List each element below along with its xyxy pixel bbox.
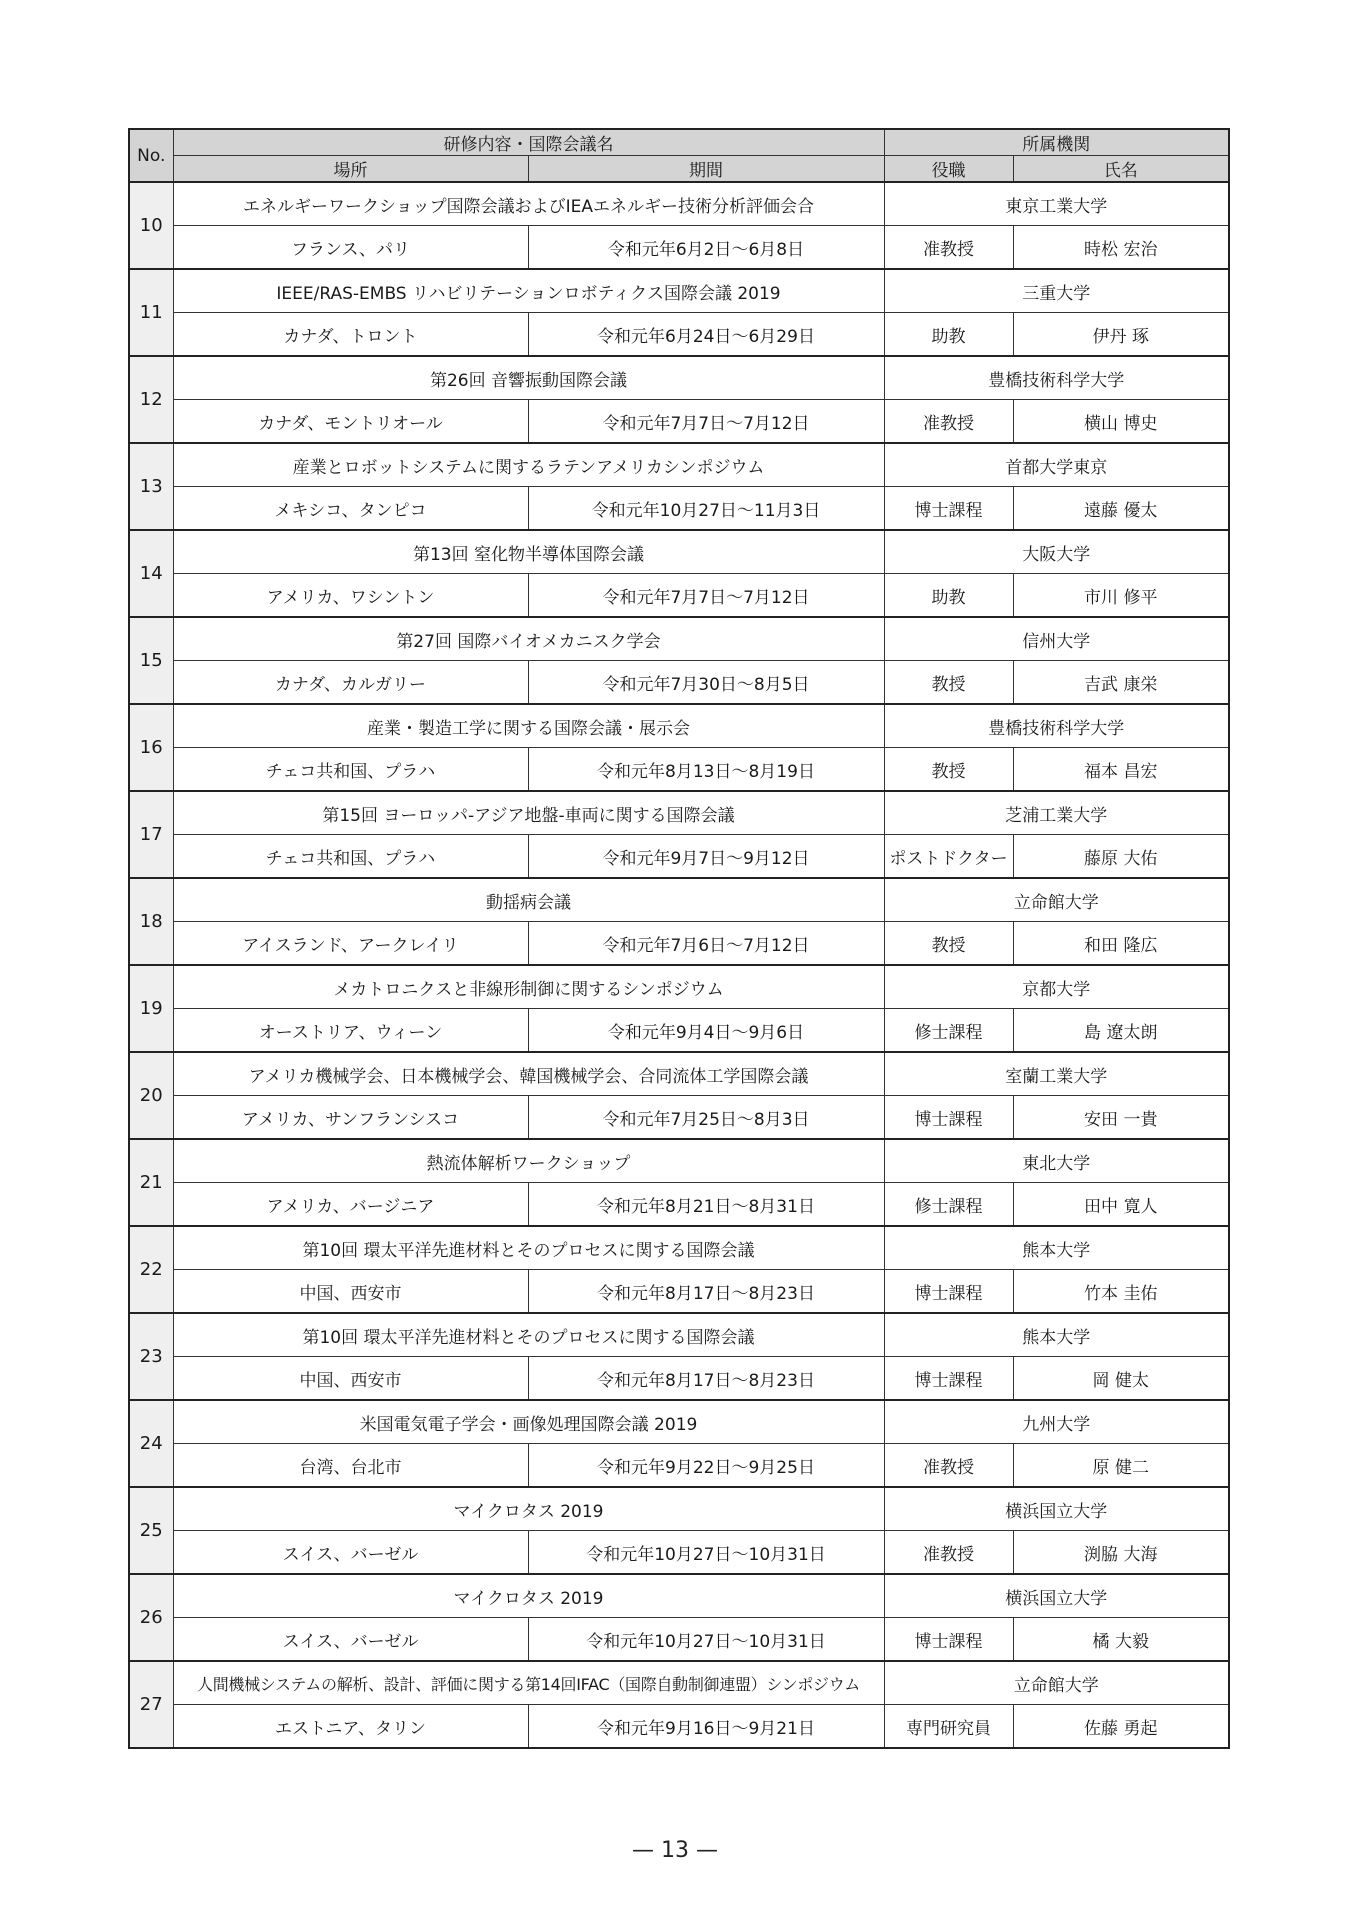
table-row-detail <box>129 400 1229 444</box>
place: アメリカ、ワシントン <box>173 574 528 618</box>
institution-name: 信州大学 <box>884 617 1229 661</box>
period: 令和元年6月24日～6月29日 <box>528 313 884 357</box>
table-row <box>129 1139 1229 1183</box>
table-row <box>129 1574 1229 1618</box>
conference-name: マイクロタス 2019 <box>173 1487 884 1531</box>
period: 令和元年9月4日～9月6日 <box>528 1009 884 1053</box>
row-number: 24 <box>129 1400 173 1487</box>
table-row <box>129 878 1229 922</box>
conference-name: 第26回 音響振動国際会議 <box>173 356 884 400</box>
row-number: 21 <box>129 1139 173 1226</box>
place: アイスランド、アークレイリ <box>173 922 528 966</box>
table-row-detail <box>129 1444 1229 1488</box>
header-affiliation: 所属機関 <box>884 129 1229 156</box>
person-name: 吉武 康栄 <box>1013 661 1229 705</box>
row-number: 19 <box>129 965 173 1052</box>
row-number: 26 <box>129 1574 173 1661</box>
table-row <box>129 356 1229 400</box>
table-row <box>129 1400 1229 1444</box>
institution-name: 立命館大学 <box>884 1661 1229 1705</box>
row-number: 22 <box>129 1226 173 1313</box>
table-row-detail <box>129 748 1229 792</box>
place: チェコ共和国、プラハ <box>173 835 528 879</box>
person-name: 横山 博史 <box>1013 400 1229 444</box>
institution-name: 横浜国立大学 <box>884 1574 1229 1618</box>
header-place: 場所 <box>173 156 528 183</box>
institution-name: 三重大学 <box>884 269 1229 313</box>
period: 令和元年7月25日～8月3日 <box>528 1096 884 1140</box>
place: スイス、バーゼル <box>173 1618 528 1662</box>
period: 令和元年8月13日～8月19日 <box>528 748 884 792</box>
table-row-detail <box>129 835 1229 879</box>
place: カナダ、モントリオール <box>173 400 528 444</box>
institution-name: 豊橋技術科学大学 <box>884 704 1229 748</box>
institution-name: 横浜国立大学 <box>884 1487 1229 1531</box>
person-name: 渕脇 大海 <box>1013 1531 1229 1575</box>
person-name: 藤原 大佑 <box>1013 835 1229 879</box>
table-row-detail <box>129 1009 1229 1053</box>
position: 博士課程 <box>884 1096 1013 1140</box>
place: オーストリア、ウィーン <box>173 1009 528 1053</box>
person-name: 佐藤 勇起 <box>1013 1705 1229 1749</box>
table-header <box>129 129 1229 182</box>
table-row <box>129 965 1229 1009</box>
person-name: 安田 一貴 <box>1013 1096 1229 1140</box>
row-number: 12 <box>129 356 173 443</box>
place: アメリカ、バージニア <box>173 1183 528 1227</box>
period: 令和元年7月7日～7月12日 <box>528 574 884 618</box>
institution-name: 九州大学 <box>884 1400 1229 1444</box>
position: 博士課程 <box>884 1357 1013 1401</box>
conference-name: IEEE/RAS-EMBS リハビリテーションロボティクス国際会議 2019 <box>173 269 884 313</box>
position: 博士課程 <box>884 1618 1013 1662</box>
row-number: 25 <box>129 1487 173 1574</box>
conference-name: 第13回 窒化物半導体国際会議 <box>173 530 884 574</box>
institution-name: 東京工業大学 <box>884 182 1229 226</box>
table-row <box>129 704 1229 748</box>
table-body <box>129 182 1229 1748</box>
row-number: 27 <box>129 1661 173 1748</box>
institution-name: 立命館大学 <box>884 878 1229 922</box>
table-row <box>129 182 1229 226</box>
place: 中国、西安市 <box>173 1270 528 1314</box>
place: フランス、パリ <box>173 226 528 270</box>
table-row <box>129 617 1229 661</box>
header-position: 役職 <box>884 156 1013 183</box>
position: 准教授 <box>884 400 1013 444</box>
institution-name: 熊本大学 <box>884 1313 1229 1357</box>
header-training: 研修内容・国際会議名 <box>173 129 884 156</box>
table-row-detail <box>129 574 1229 618</box>
position: ポストドクター <box>884 835 1013 879</box>
row-number: 16 <box>129 704 173 791</box>
position: 博士課程 <box>884 487 1013 531</box>
position: 助教 <box>884 574 1013 618</box>
conference-name: 産業・製造工学に関する国際会議・展示会 <box>173 704 884 748</box>
institution-name: 首都大学東京 <box>884 443 1229 487</box>
period: 令和元年10月27日～11月3日 <box>528 487 884 531</box>
institution-name: 室蘭工業大学 <box>884 1052 1229 1096</box>
conference-name: 産業とロボットシステムに関するラテンアメリカシンポジウム <box>173 443 884 487</box>
person-name: 市川 修平 <box>1013 574 1229 618</box>
period: 令和元年8月17日～8月23日 <box>528 1270 884 1314</box>
conference-name: 動揺病会議 <box>173 878 884 922</box>
period: 令和元年7月30日～8月5日 <box>528 661 884 705</box>
conference-name: 第10回 環太平洋先進材料とそのプロセスに関する国際会議 <box>173 1313 884 1357</box>
table-row <box>129 443 1229 487</box>
place: エストニア、タリン <box>173 1705 528 1749</box>
position: 准教授 <box>884 1531 1013 1575</box>
person-name: 遠藤 優太 <box>1013 487 1229 531</box>
table-row-detail <box>129 1183 1229 1227</box>
person-name: 橘 大毅 <box>1013 1618 1229 1662</box>
person-name: 原 健二 <box>1013 1444 1229 1488</box>
table-row <box>129 530 1229 574</box>
position: 教授 <box>884 922 1013 966</box>
person-name: 時松 宏治 <box>1013 226 1229 270</box>
row-number: 10 <box>129 182 173 269</box>
place: スイス、バーゼル <box>173 1531 528 1575</box>
period: 令和元年7月7日～7月12日 <box>528 400 884 444</box>
table-row-detail <box>129 661 1229 705</box>
place: カナダ、トロント <box>173 313 528 357</box>
table-row-detail <box>129 1531 1229 1575</box>
period: 令和元年8月17日～8月23日 <box>528 1357 884 1401</box>
position: 専門研究員 <box>884 1705 1013 1749</box>
table-row <box>129 1313 1229 1357</box>
table-row-detail <box>129 487 1229 531</box>
table-row-detail <box>129 1270 1229 1314</box>
place: 台湾、台北市 <box>173 1444 528 1488</box>
row-number: 15 <box>129 617 173 704</box>
conference-name: 第27回 国際バイオメカニスク学会 <box>173 617 884 661</box>
row-number: 18 <box>129 878 173 965</box>
institution-name: 芝浦工業大学 <box>884 791 1229 835</box>
position: 修士課程 <box>884 1009 1013 1053</box>
conference-name: メカトロニクスと非線形制御に関するシンポジウム <box>173 965 884 1009</box>
table-row <box>129 269 1229 313</box>
place: カナダ、カルガリー <box>173 661 528 705</box>
conference-name: 人間機械システムの解析、設計、評価に関する第14回IFAC（国際自動制御連盟）シンポジウム <box>173 1661 884 1705</box>
row-number: 17 <box>129 791 173 878</box>
table-row <box>129 1052 1229 1096</box>
period: 令和元年10月27日～10月31日 <box>528 1531 884 1575</box>
conference-name: 米国電気電子学会・画像処理国際会議 2019 <box>173 1400 884 1444</box>
table-row-detail <box>129 922 1229 966</box>
header-name: 氏名 <box>1013 156 1229 183</box>
position: 准教授 <box>884 226 1013 270</box>
table-row-detail <box>129 313 1229 357</box>
institution-name: 東北大学 <box>884 1139 1229 1183</box>
conference-name: 熱流体解析ワークショップ <box>173 1139 884 1183</box>
table-row <box>129 1226 1229 1270</box>
conference-name: 第15回 ヨーロッパ-アジア地盤-車両に関する国際会議 <box>173 791 884 835</box>
row-number: 23 <box>129 1313 173 1400</box>
person-name: 福本 昌宏 <box>1013 748 1229 792</box>
position: 助教 <box>884 313 1013 357</box>
table-row-detail <box>129 1705 1229 1749</box>
position: 教授 <box>884 661 1013 705</box>
table-row <box>129 1487 1229 1531</box>
person-name: 和田 隆広 <box>1013 922 1229 966</box>
person-name: 田中 寛人 <box>1013 1183 1229 1227</box>
position: 博士課程 <box>884 1270 1013 1314</box>
conference-name: マイクロタス 2019 <box>173 1574 884 1618</box>
person-name: 島 遼太朗 <box>1013 1009 1229 1053</box>
row-number: 14 <box>129 530 173 617</box>
place: チェコ共和国、プラハ <box>173 748 528 792</box>
place: メキシコ、タンピコ <box>173 487 528 531</box>
institution-name: 京都大学 <box>884 965 1229 1009</box>
table-row-detail <box>129 1357 1229 1401</box>
person-name: 竹本 圭佑 <box>1013 1270 1229 1314</box>
table-row-detail <box>129 1618 1229 1662</box>
period: 令和元年9月22日～9月25日 <box>528 1444 884 1488</box>
conference-name: エネルギーワークショップ国際会議およびIEAエネルギー技術分析評価会合 <box>173 182 884 226</box>
institution-name: 豊橋技術科学大学 <box>884 356 1229 400</box>
period: 令和元年8月21日～8月31日 <box>528 1183 884 1227</box>
page-number: — 13 — <box>632 1838 718 1863</box>
header-period: 期間 <box>528 156 884 183</box>
place: アメリカ、サンフランシスコ <box>173 1096 528 1140</box>
row-number: 20 <box>129 1052 173 1139</box>
table-row-detail <box>129 226 1229 270</box>
researcher-table <box>128 128 1230 1749</box>
institution-name: 熊本大学 <box>884 1226 1229 1270</box>
conference-name: 第10回 環太平洋先進材料とそのプロセスに関する国際会議 <box>173 1226 884 1270</box>
table-row <box>129 791 1229 835</box>
conference-name: アメリカ機械学会、日本機械学会、韓国機械学会、合同流体工学国際会議 <box>173 1052 884 1096</box>
period: 令和元年9月7日～9月12日 <box>528 835 884 879</box>
institution-name: 大阪大学 <box>884 530 1229 574</box>
place: 中国、西安市 <box>173 1357 528 1401</box>
row-number: 11 <box>129 269 173 356</box>
period: 令和元年6月2日～6月8日 <box>528 226 884 270</box>
position: 修士課程 <box>884 1183 1013 1227</box>
position: 准教授 <box>884 1444 1013 1488</box>
header-no: No. <box>129 129 173 182</box>
period: 令和元年10月27日～10月31日 <box>528 1618 884 1662</box>
period: 令和元年9月16日～9月21日 <box>528 1705 884 1749</box>
position: 教授 <box>884 748 1013 792</box>
person-name: 岡 健太 <box>1013 1357 1229 1401</box>
table-row <box>129 1661 1229 1705</box>
table-row-detail <box>129 1096 1229 1140</box>
period: 令和元年7月6日～7月12日 <box>528 922 884 966</box>
person-name: 伊丹 琢 <box>1013 313 1229 357</box>
row-number: 13 <box>129 443 173 530</box>
